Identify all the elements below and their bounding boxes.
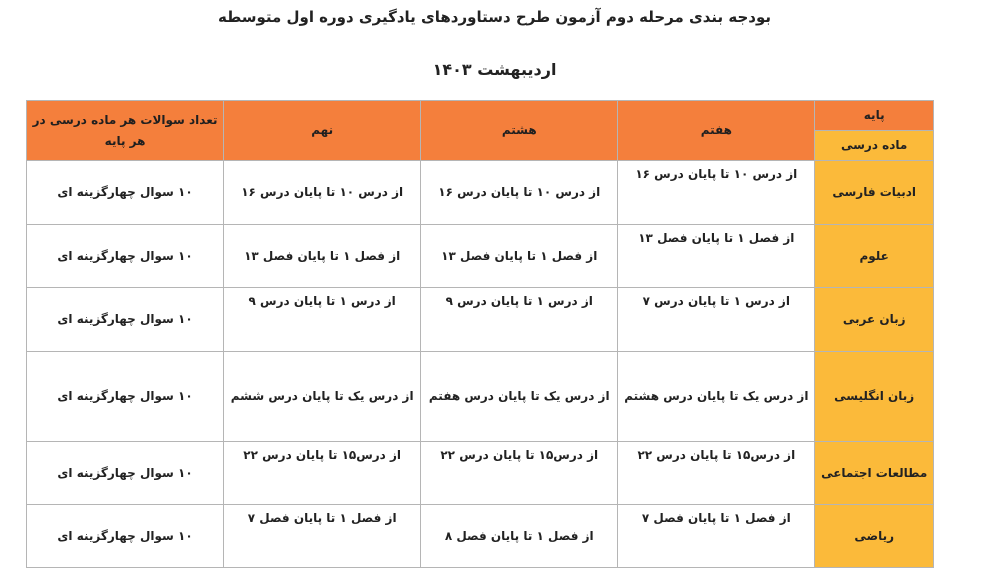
grade9-cell: از درس ۱ تا پایان درس ۹	[224, 288, 421, 352]
grade7-cell: از درس ۱۰ تا پایان درس ۱۶	[618, 161, 815, 225]
questions-cell: ۱۰ سوال چهارگزینه ای	[27, 352, 224, 442]
grade9-cell: از درس ۱۰ تا پایان درس ۱۶	[224, 161, 421, 225]
grade8-cell: از فصل ۱ تا پایان فصل ۸	[421, 505, 618, 568]
table-row	[27, 288, 934, 352]
header-grade9: نهم	[224, 101, 421, 161]
questions-cell: ۱۰ سوال چهارگزینه ای	[27, 161, 224, 225]
table-row	[27, 505, 934, 568]
subject-cell: زبان عربی	[815, 288, 934, 352]
grade7-cell: از درس ۱ تا پایان درس ۷	[618, 288, 815, 352]
grade7-cell: از درس۱۵ تا پایان درس ۲۲	[618, 442, 815, 505]
header-grade7: هفتم	[618, 101, 815, 161]
table-row	[27, 161, 934, 225]
grade9-cell: از فصل ۱ تا پایان فصل ۷	[224, 505, 421, 568]
header-base: پایه	[815, 101, 934, 131]
header-grade8: هشتم	[421, 101, 618, 161]
grade9-cell: از درس۱۵ تا پایان درس ۲۲	[224, 442, 421, 505]
grade7-cell: از فصل ۱ تا پایان فصل ۷	[618, 505, 815, 568]
questions-cell: ۱۰ سوال چهارگزینه ای	[27, 288, 224, 352]
questions-cell: ۱۰ سوال چهارگزینه ای	[27, 225, 224, 288]
grade8-cell: از فصل ۱ تا پایان فصل ۱۳	[421, 225, 618, 288]
grade7-cell: از فصل ۱ تا پایان فصل ۱۳	[618, 225, 815, 288]
subject-cell: مطالعات اجتماعی	[815, 442, 934, 505]
header-subject: ماده درسی	[815, 131, 934, 161]
table-row	[27, 442, 934, 505]
subject-cell: زبان انگلیسی	[815, 352, 934, 442]
grade9-cell: از فصل ۱ تا پایان فصل ۱۳	[224, 225, 421, 288]
grade8-cell: از درس یک تا پایان درس هفتم	[421, 352, 618, 442]
subject-cell: علوم	[815, 225, 934, 288]
header-row	[27, 101, 934, 131]
subject-cell: ادبیات فارسی	[815, 161, 934, 225]
grade8-cell: از درس ۱ تا پایان درس ۹	[421, 288, 618, 352]
grade8-cell: از درس۱۵ تا پایان درس ۲۲	[421, 442, 618, 505]
grade8-cell: از درس ۱۰ تا پایان درس ۱۶	[421, 161, 618, 225]
grade9-cell: از درس یک تا پایان درس ششم	[224, 352, 421, 442]
budget-table	[26, 100, 934, 568]
table-row	[27, 352, 934, 442]
questions-cell: ۱۰ سوال چهارگزینه ای	[27, 442, 224, 505]
document-date: اردیبهشت ۱۴۰۳	[432, 60, 557, 79]
subject-cell: ریاضی	[815, 505, 934, 568]
document-title: بودجه بندی مرحله دوم آزمون طرح دستاوردهای یادگیری دوره اول متوسطه	[217, 8, 772, 26]
header-questions: تعداد سوالات هر ماده درسی در هر پایه	[27, 101, 224, 161]
questions-cell: ۱۰ سوال چهارگزینه ای	[27, 505, 224, 568]
grade7-cell: از درس یک تا پایان درس هشتم	[618, 352, 815, 442]
table-row	[27, 225, 934, 288]
